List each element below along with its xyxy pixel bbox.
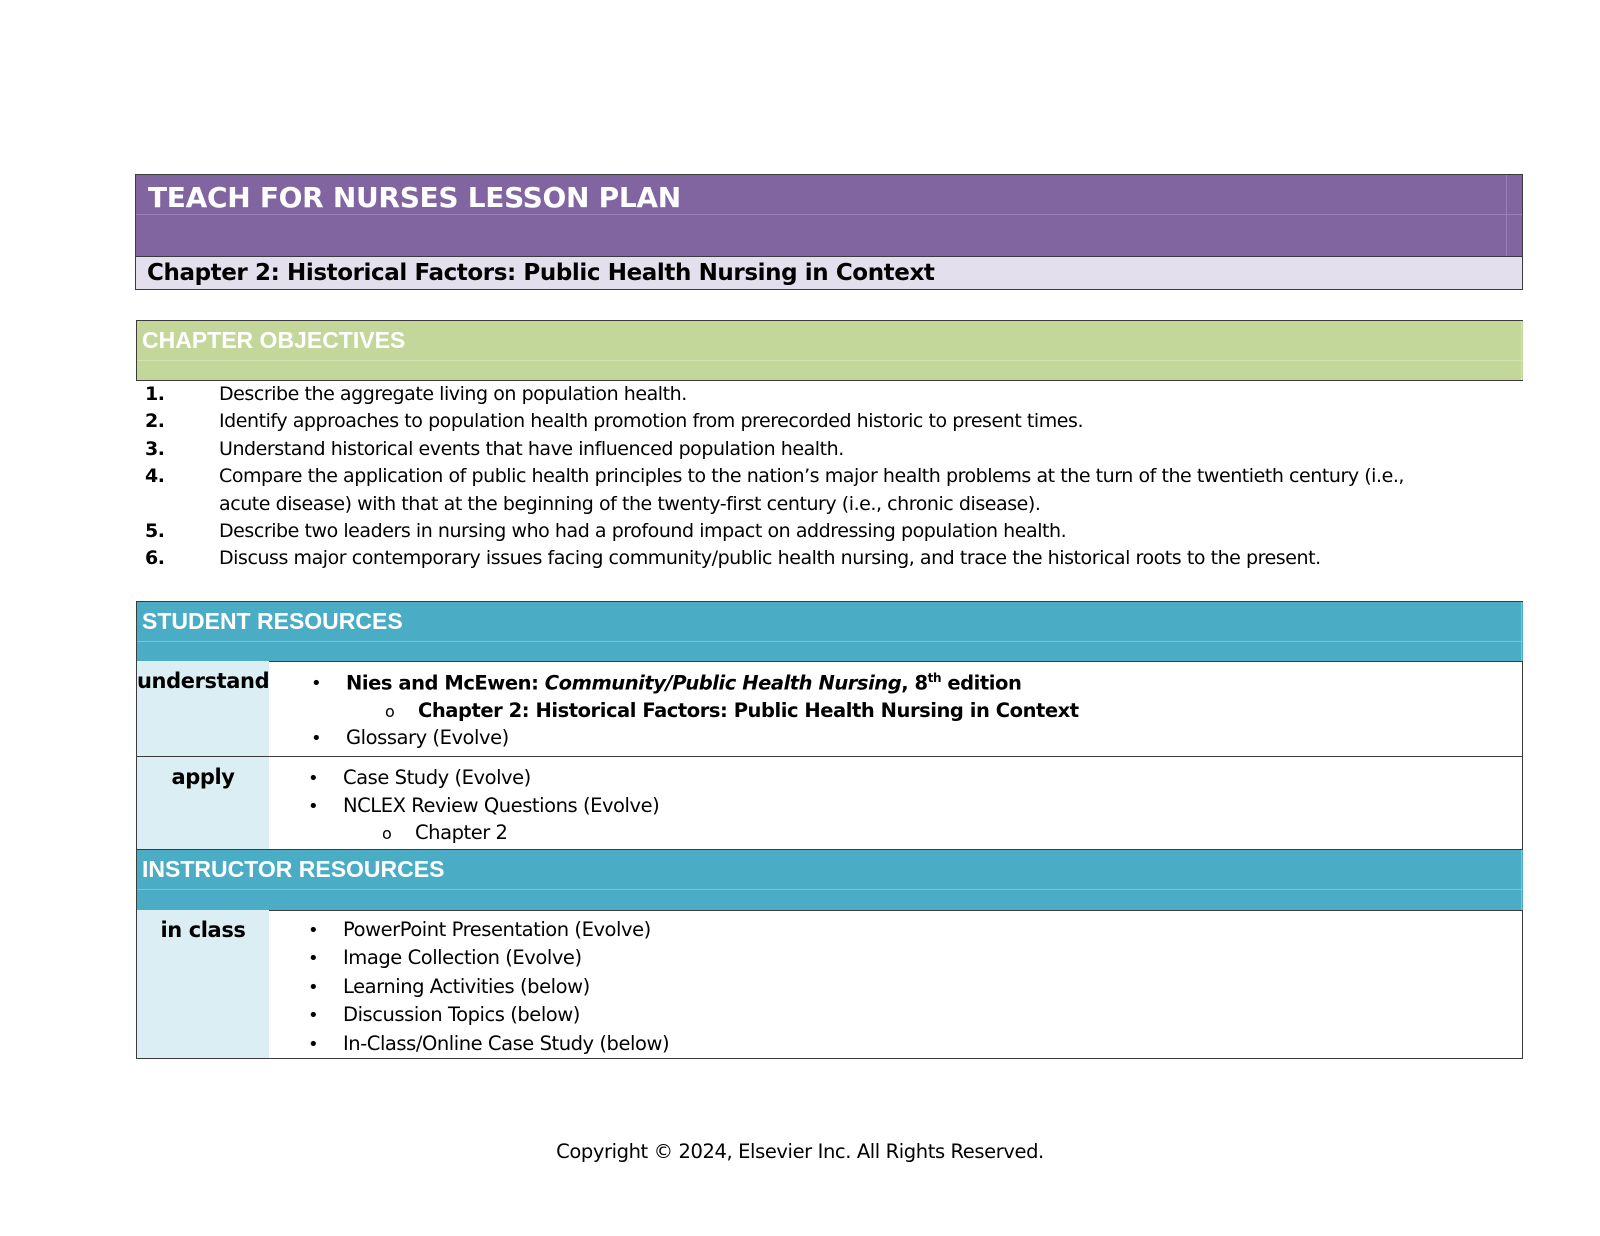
student-resources-heading: STUDENT RESOURCES	[142, 608, 403, 634]
chapter-title: Chapter 2: Historical Factors: Public Health Nursing in Context	[147, 260, 935, 286]
textbook-reference	[346, 671, 1021, 695]
cell-gridline	[1521, 602, 1522, 661]
bullet-icon: •	[308, 920, 319, 941]
bullet-icon: •	[308, 948, 319, 969]
cell-gridline	[137, 360, 1523, 361]
circle-bullet-icon: o	[382, 824, 392, 843]
discussion-topics-link[interactable]: Discussion Topics (below)	[343, 1003, 580, 1026]
objective-item	[145, 463, 1505, 518]
objective-text: Describe two leaders in nursing who had a profound impact on addressing population health.	[219, 520, 1067, 543]
objective-text: Describe the aggregate living on population health.	[219, 383, 687, 405]
bullet-icon: •	[308, 977, 319, 998]
textbook-edition-label: edition	[941, 671, 1022, 695]
understand-label: understand	[137, 661, 269, 756]
objective-number: 6.	[145, 547, 165, 570]
title-block	[135, 174, 1523, 290]
bullet-icon: •	[308, 1005, 319, 1026]
apply-label: apply	[137, 757, 269, 849]
objective-item	[145, 518, 1505, 545]
copyright-footer: Copyright © 2024, Elsevier Inc. All Rights Reserved.	[556, 1140, 1044, 1163]
instructor-resources-heading: INSTRUCTOR RESOURCES	[142, 856, 445, 882]
objective-text: Compare the application of public health principles to the nation’s major health problems at the turn of the twentieth century (i.e.,	[219, 465, 1405, 488]
bullet-icon: •	[311, 728, 322, 749]
understand-content	[269, 661, 1522, 756]
objective-text: Discuss major contemporary issues facing community/public health nursing, and trace the historical roots to the present.	[219, 547, 1321, 570]
textbook-title: Community/Public Health Nursing	[544, 671, 902, 695]
bullet-icon: •	[308, 796, 319, 817]
instructor-resources-header	[136, 850, 1523, 911]
in-class-label: in class	[137, 910, 269, 1058]
objectives-list	[145, 381, 1505, 573]
objective-number: 2.	[145, 410, 165, 433]
objective-number: 4.	[145, 465, 165, 488]
cell-gridline	[137, 889, 1523, 890]
apply-content	[269, 757, 1522, 849]
textbook-authors: Nies and McEwen:	[346, 671, 545, 695]
cell-gridline	[1521, 850, 1522, 910]
objective-number: 5.	[145, 520, 165, 543]
learning-activities-link[interactable]: Learning Activities (below)	[343, 975, 590, 998]
objective-text-continued: acute disease) with that at the beginning of the twenty-first century (i.e., chronic disease).	[219, 492, 1041, 515]
objective-item	[145, 408, 1505, 435]
nclex-chapter-link[interactable]: Chapter 2	[415, 821, 508, 844]
understand-row	[137, 661, 1522, 756]
title-bar	[136, 175, 1522, 256]
chapter-bar	[136, 256, 1522, 289]
case-study-link[interactable]: In-Class/Online Case Study (below)	[343, 1032, 670, 1055]
student-resources-header	[136, 601, 1523, 662]
apply-row	[137, 756, 1522, 849]
image-collection-link[interactable]: Image Collection (Evolve)	[343, 946, 582, 969]
powerpoint-link[interactable]: PowerPoint Presentation (Evolve)	[343, 918, 651, 941]
instructor-resources-table	[136, 910, 1523, 1059]
case-study-link[interactable]: Case Study (Evolve)	[343, 766, 531, 789]
in-class-row	[137, 910, 1522, 1058]
objective-number: 1.	[145, 383, 165, 405]
objective-text: Understand historical events that have influenced population health.	[219, 437, 844, 460]
nclex-questions-link[interactable]: NCLEX Review Questions (Evolve)	[343, 794, 660, 817]
textbook-edition-number: , 8	[901, 671, 928, 695]
objective-item	[145, 436, 1505, 463]
cell-gridline	[136, 214, 1522, 215]
objective-item	[145, 381, 1505, 408]
glossary-link[interactable]: Glossary (Evolve)	[346, 726, 509, 749]
circle-bullet-icon: o	[385, 702, 395, 721]
textbook-edition-suffix: th	[927, 671, 942, 685]
cell-gridline	[1506, 175, 1507, 256]
objective-text: Identify approaches to population health promotion from prerecorded historic to present times.	[219, 410, 1084, 433]
bullet-icon: •	[311, 673, 322, 694]
bullet-icon: •	[308, 1034, 319, 1055]
objective-number: 3.	[145, 437, 165, 460]
bullet-icon: •	[308, 768, 319, 789]
cell-gridline	[137, 641, 1523, 642]
in-class-content	[269, 910, 1522, 1058]
objectives-heading: CHAPTER OBJECTIVES	[142, 327, 406, 353]
objective-item	[145, 545, 1505, 572]
textbook-chapter: Chapter 2: Historical Factors: Public Health Nursing in Context	[418, 699, 1079, 722]
page-title: TEACH FOR NURSES LESSON PLAN	[148, 181, 681, 214]
cell-gridline	[1521, 321, 1522, 380]
student-resources-table	[136, 661, 1523, 850]
objectives-header	[136, 320, 1523, 381]
